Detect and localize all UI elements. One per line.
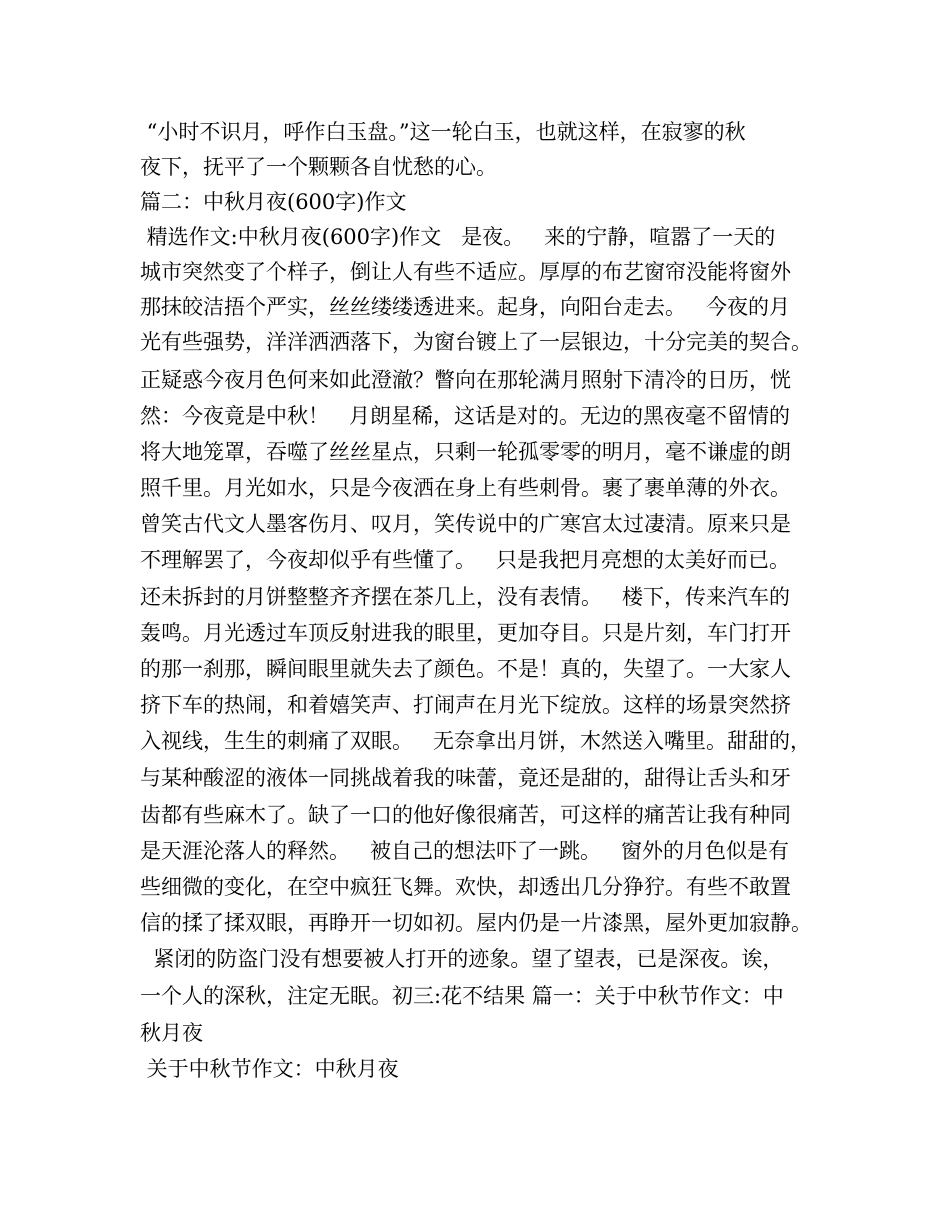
text-line: 一个人的深秋，注定无眠。初三:花不结果 篇一：关于中秋节作文：中 [140, 984, 784, 1008]
text-line: 那抹皎洁捂个严实，丝丝缕缕透进来。起身，向阳台走去。 今夜的月 [140, 295, 791, 319]
text-line: 然：今夜竟是中秋！ 月朗星稀，这话是对的。无边的黑夜毫不留情的 [140, 404, 791, 428]
text-line: 还未拆封的月饼整整齐齐摆在茶几上，没有表情。 楼下，传来汽车的 [140, 585, 791, 609]
text-line: 光有些强势，洋洋洒洒落下，为窗台镀上了一层银边，十分完美的契合。 [140, 330, 812, 354]
text-line: 照千里。月光如水，只是今夜洒在身上有些刺骨。裹了裹单薄的外衣。 [140, 476, 791, 500]
text-line: 挤下车的热闹，和着嬉笑声、打闹声在月光下绽放。这样的场景突然挤 [140, 693, 791, 717]
text-line: “小时不识月，呼作白玉盘。”这一轮白玉，也就这样，在寂寥的秋 [140, 120, 746, 144]
section-heading: 篇二：中秋月夜(600字)作文 [140, 190, 407, 214]
text-line: 精选作文:中秋月夜(600字)作文 是夜。 来的宁静，喧嚣了一天的 [140, 225, 776, 249]
section-heading: 关于中秋节作文：中秋月夜 [140, 1057, 399, 1081]
text-line: 不理解罢了，今夜却似乎有些懂了。 只是我把月亮想的太美好而已。 [140, 548, 791, 572]
text-line: 的那一刹那，瞬间眼里就失去了颜色。不是！真的，失望了。一大家人 [140, 657, 791, 681]
text-line: 正疑惑今夜月色何来如此澄澈？瞥向在那轮满月照射下清冷的日历，恍 [140, 368, 791, 392]
text-line: 将大地笼罩，吞噬了丝丝星点，只剩一轮孤零零的明月，毫不谦虚的朗 [140, 440, 791, 464]
text-line: 些细微的变化，在空中疯狂飞舞。欢快，却透出几分狰狞。有些不敢置 [140, 875, 791, 899]
text-line: 与某种酸涩的液体一同挑战着我的味蕾，竟还是甜的，甜得让舌头和牙 [140, 766, 791, 790]
text-line: 曾笑古代文人墨客伤月、叹月，笑传说中的广寒宫太过凄清。原来只是 [140, 512, 791, 536]
text-line: 是天涯沦落人的释然。 被自己的想法吓了一跳。 窗外的月色似是有 [140, 839, 790, 863]
text-line: 城市突然变了个样子，倒让人有些不适应。厚厚的布艺窗帘没能将窗外 [140, 260, 791, 284]
text-line: 夜下，抚平了一个颗颗各自忧愁的心。 [140, 155, 497, 179]
text-line: 秋月夜 [140, 1021, 203, 1045]
text-line: 信的揉了揉双眼，再睁开一切如初。屋内仍是一片漆黑，屋外更加寂静。 [140, 911, 812, 935]
text-line: 齿都有些麻木了。缺了一口的他好像很痛苦，可这样的痛苦让我有种同 [140, 803, 791, 827]
text-line: 入视线，生生的刺痛了双眼。 无奈拿出月饼，木然送入嘴里。甜甜的， [140, 729, 812, 753]
text-line: 紧闭的防盗门没有想要被人打开的迹象。望了望表，已是深夜。诶， [140, 947, 784, 971]
text-line: 轰鸣。月光透过车顶反射进我的眼里，更加夺目。只是片刻，车门打开 [140, 621, 791, 645]
